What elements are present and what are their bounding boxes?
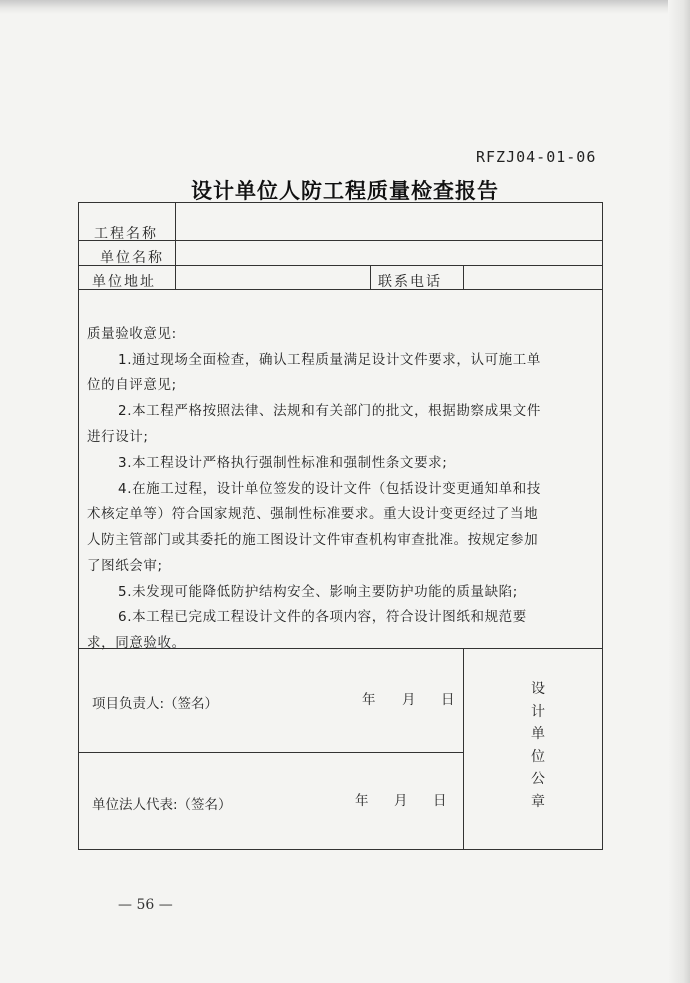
design-unit-stamp-label [527, 678, 549, 813]
scan-right-shadow [668, 0, 690, 983]
phone-right-divider [463, 265, 464, 289]
scan-top-shadow [0, 0, 690, 14]
stamp-char: 设 [531, 681, 545, 697]
phone-label: 联系电话 [378, 274, 442, 290]
phone-left-divider [370, 265, 371, 289]
project-name-label: 工程名称 [94, 226, 158, 242]
project-leader-signature-label: 项目负责人:（签名） [92, 696, 219, 712]
opinion-line: 3.本工程设计严格执行强制性标准和强制性条文要求; [118, 455, 448, 471]
opinion-line: 进行设计; [87, 429, 149, 445]
opinion-line: 5.未发现可能降低防护结构安全、影响主要防护功能的质量缺陷; [118, 584, 518, 600]
stamp-column-divider [463, 648, 464, 850]
signature-divider [78, 752, 463, 753]
opinion-line: 4.在施工过程，设计单位签发的设计文件（包括设计变更通知单和技 [118, 481, 541, 497]
opinion-line: 6.本工程已完成工程设计文件的各项内容，符合设计图纸和规范要 [118, 609, 527, 625]
stamp-char: 单 [531, 726, 545, 742]
page-number: — 56 — [118, 897, 173, 913]
opinion-heading: 质量验收意见: [87, 326, 177, 342]
month-label: 月 [394, 793, 408, 809]
opinion-line: 人防主管部门或其委托的施工图设计文件审查机构审查批准。按规定参加 [87, 532, 539, 548]
opinion-line: 了图纸会审; [87, 558, 163, 574]
unit-name-label: 单位名称 [100, 250, 164, 266]
legal-rep-signature-label: 单位法人代表:（签名） [92, 797, 232, 813]
year-label: 年 [355, 793, 369, 809]
opinion-line: 2.本工程严格按照法律、法规和有关部门的批文，根据勘察成果文件 [118, 403, 541, 419]
stamp-char: 计 [531, 703, 545, 720]
stamp-char: 公 [531, 771, 545, 787]
opinion-line: 位的自评意见; [87, 377, 177, 393]
day-label: 日 [441, 692, 455, 708]
opinion-line: 1.通过现场全面检查，确认工程质量满足设计文件要求，认可施工单 [118, 352, 541, 368]
row-divider-3 [78, 289, 603, 290]
year-label: 年 [362, 692, 376, 708]
day-label: 日 [433, 793, 447, 809]
opinion-line: 求，同意验收。 [87, 635, 186, 651]
label-column-divider [175, 202, 176, 289]
document-title: 设计单位人防工程质量检查报告 [191, 179, 499, 203]
stamp-char: 章 [531, 793, 545, 810]
document-code: RFZJ04-01-06 [476, 148, 597, 166]
stamp-char: 位 [531, 748, 545, 765]
opinion-line: 术核定单等）符合国家规范、强制性标准要求。重大设计变更经过了当地 [87, 506, 539, 522]
month-label: 月 [402, 692, 416, 708]
unit-address-label: 单位地址 [92, 274, 156, 290]
